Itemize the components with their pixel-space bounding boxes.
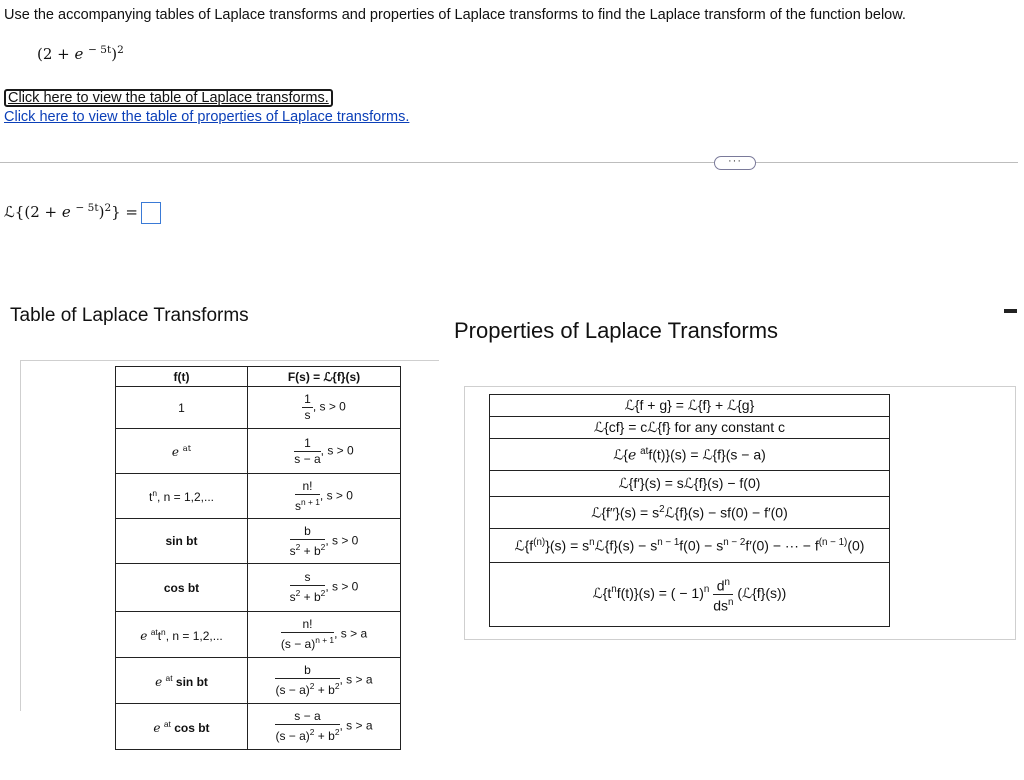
property-row: $ℒ\{f^{(n)}\}(s)$ = $s^nℒ\{f\}(s) - s^{n - 1}f(0) - s^{n - 2}f'(0)$ − ··· − $f^{(n - 1)}(0)$ [490, 529, 890, 563]
property-row: ℒ{f + g} = ℒ{f} + ℒ{g} [490, 395, 890, 417]
property-row: ℒ{f′′}(s) = $s^2ℒ\{f\}(s) - sf(0) - f'(0)$ [490, 497, 890, 529]
table-row: cos bt $\frac{s}{s^2 + b^2}$ , s > 0 [116, 564, 401, 612]
more-options-button[interactable]: ··· [714, 156, 756, 170]
question-prompt: Use the accompanying tables of Laplace transforms and properties of Laplace transforms to find the Laplace transform of the function below. [4, 7, 906, 23]
table-row: e $^{at}$ sin bt $\frac{b}{(s - a)^2 + b^2}$ , s > a [116, 658, 401, 704]
table-row: $t^n$, n = 1,2,... $\frac{n!}{s^{n + 1}}$ , s > 0 [116, 474, 401, 519]
divider [0, 162, 1018, 163]
property-row: $ℒ\{t^nf(t)\}(s)$ = ( − 1)$^n$ $\frac{d^n}{ds^n}$ (ℒ{f}(s)) [490, 563, 890, 627]
minimize-icon[interactable] [1004, 309, 1017, 313]
header-ft: f(t) [116, 367, 248, 387]
property-row: ℒ{f′}(s) = sℒ{f}(s) − f(0) [490, 471, 890, 497]
table-row: e $^{at}$ $\frac{1}{s - a}$ , s > 0 [116, 429, 401, 474]
function-expression: (2 + e $^{- 5t}$)$^2$ [37, 44, 124, 63]
header-Fs: F(s) = ℒ{f}(s) [248, 367, 401, 387]
answer-row [4, 202, 161, 224]
laplace-transforms-table [115, 366, 401, 750]
property-row: ℒ{e $^{at}$f(t)}(s) = ℒ{f}(s − a) [490, 439, 890, 471]
table-row: sin bt $\frac{b}{s^2 + b^2}$ , s > 0 [116, 519, 401, 564]
laplace-table-title: Table of Laplace Transforms [10, 305, 249, 326]
answer-expression: ℒ{(2 + e $^{- 5t}$)$^2$} = [4, 202, 139, 221]
answer-input[interactable] [141, 202, 161, 224]
property-row: ℒ{cf} = cℒ{f} for any constant c [490, 417, 890, 439]
properties-table-link[interactable]: Click here to view the table of properties of Laplace transforms. [4, 109, 410, 125]
laplace-table-link[interactable]: Click here to view the table of Laplace transforms. [4, 89, 333, 107]
properties-table [489, 394, 890, 627]
properties-table-title: Properties of Laplace Transforms [454, 318, 779, 343]
table-row: e $^{at}t^n$, n = 1,2,... $\frac{n!}{(s - a)^{n + 1}}$ , s > a [116, 612, 401, 658]
table-row: 1 $\frac{1}{s}$ , s > 0 [116, 387, 401, 429]
table-row: e $^{at}$ cos bt $\frac{s - a}{(s - a)^2 + b^2}$ , s > a [116, 704, 401, 750]
